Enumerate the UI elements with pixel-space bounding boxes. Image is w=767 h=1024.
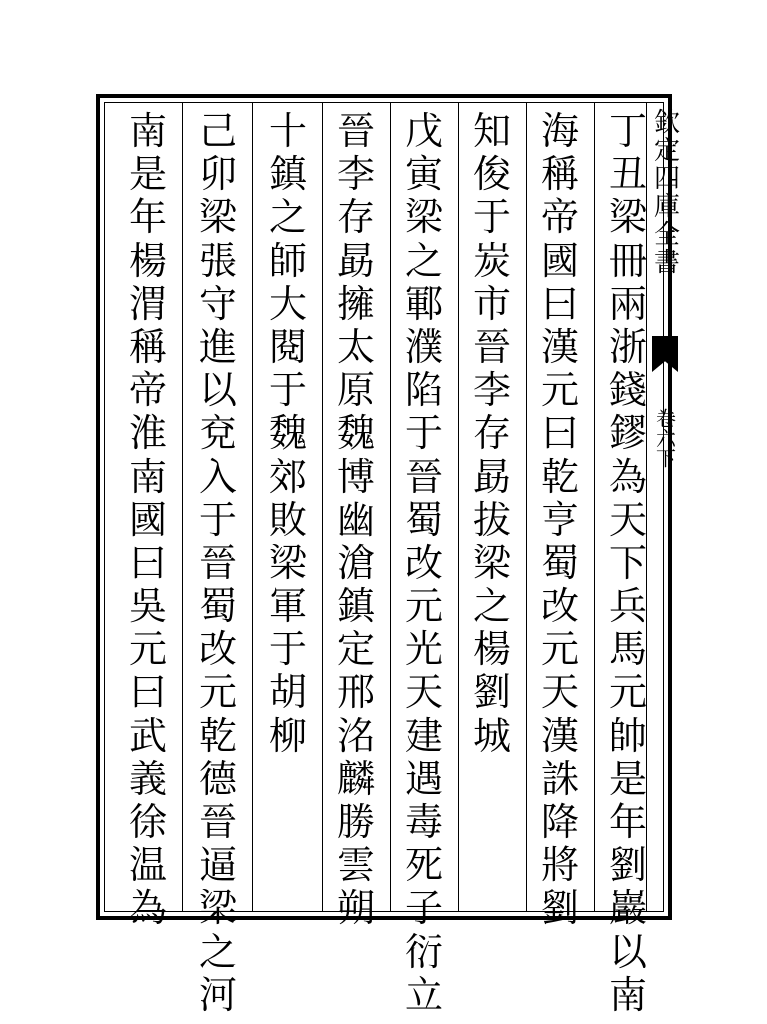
glyph: 之	[268, 195, 307, 240]
glyph: 蜀	[540, 540, 579, 585]
glyph: 李	[472, 368, 511, 413]
glyph: 衍	[404, 929, 443, 974]
glyph: 梁	[608, 195, 647, 240]
glyph: 兩	[608, 281, 647, 326]
text-column	[530, 110, 590, 931]
glyph: 改	[540, 584, 579, 629]
glyph: 楊	[472, 627, 511, 672]
glyph: 稱	[540, 152, 579, 197]
glyph: 于	[268, 368, 307, 413]
glyph: 巖	[608, 886, 647, 931]
glyph: 定	[336, 627, 375, 672]
glyph: 年	[128, 195, 167, 240]
glyph: 以	[608, 929, 647, 974]
glyph: 柳	[268, 713, 307, 758]
glyph: 濮	[404, 324, 443, 369]
glyph: 晉	[404, 454, 443, 499]
glyph: 博	[336, 454, 375, 499]
glyph: 改	[198, 627, 237, 672]
glyph: 鏐	[608, 411, 647, 456]
glyph: 陷	[404, 368, 443, 413]
glyph: 雲	[336, 843, 375, 888]
glyph: 拔	[472, 497, 511, 542]
glyph: 誅	[540, 756, 579, 801]
glyph: 帝	[540, 195, 579, 240]
glyph: 于	[198, 497, 237, 542]
glyph: 閱	[268, 324, 307, 369]
glyph: 大	[268, 281, 307, 326]
glyph: 梁	[198, 886, 237, 931]
glyph: 原	[336, 368, 375, 413]
glyph: 晉	[198, 800, 237, 844]
glyph: 梁	[472, 540, 511, 585]
glyph: 寅	[404, 152, 443, 197]
glyph: 洺	[336, 713, 375, 758]
glyph: 逼	[198, 843, 237, 888]
glyph: 于	[268, 627, 307, 672]
column-rule	[322, 102, 323, 912]
glyph: 南	[128, 109, 167, 153]
glyph: 勗	[472, 454, 511, 499]
glyph: 馬	[608, 627, 647, 672]
glyph: 降	[540, 800, 579, 844]
glyph: 兗	[198, 411, 237, 456]
glyph: 漢	[540, 713, 579, 758]
glyph: 俊	[472, 152, 511, 197]
glyph: 毒	[404, 800, 443, 844]
glyph: 幽	[336, 497, 375, 542]
glyph: 天	[540, 670, 579, 715]
glyph: 是	[128, 152, 167, 197]
glyph: 存	[336, 195, 375, 240]
glyph: 死	[404, 843, 443, 888]
glyph: 晉	[198, 540, 237, 585]
gutter-juan: 卷六下	[652, 408, 677, 468]
glyph: 以	[198, 368, 237, 413]
glyph: 卯	[198, 152, 237, 197]
glyph: 為	[608, 454, 647, 499]
glyph: 國	[128, 497, 167, 542]
glyph: 于	[404, 411, 443, 456]
glyph: 錢	[608, 368, 647, 413]
glyph: 敗	[268, 497, 307, 542]
glyph: 丑	[608, 152, 647, 197]
glyph: 下	[608, 540, 647, 585]
glyph: 立	[404, 972, 443, 1017]
glyph: 河	[198, 972, 237, 1017]
glyph: 郊	[268, 454, 307, 499]
glyph: 漢	[540, 324, 579, 369]
glyph: 軍	[268, 584, 307, 629]
glyph: 守	[198, 281, 237, 326]
glyph: 温	[128, 843, 167, 888]
glyph: 南	[128, 454, 167, 499]
glyph: 之	[198, 929, 237, 974]
glyph: 市	[472, 281, 511, 326]
glyph: 戊	[404, 109, 443, 153]
glyph: 之	[404, 238, 443, 283]
glyph: 元	[608, 670, 647, 715]
glyph: 為	[128, 886, 167, 931]
glyph: 胡	[268, 670, 307, 715]
glyph: 曰	[128, 670, 167, 715]
text-column	[462, 110, 522, 758]
glyph: 義	[128, 756, 167, 801]
glyph: 存	[472, 411, 511, 456]
glyph: 海	[540, 109, 579, 153]
glyph: 己	[198, 109, 237, 153]
glyph: 楊	[128, 238, 167, 283]
glyph: 南	[608, 972, 647, 1017]
glyph: 元	[198, 670, 237, 715]
glyph: 滄	[336, 540, 375, 585]
glyph: 十	[268, 109, 307, 153]
gutter-title: 欽定四庫全書	[649, 108, 680, 276]
glyph: 晉	[472, 324, 511, 369]
glyph: 元	[540, 368, 579, 413]
glyph: 師	[268, 238, 307, 283]
glyph: 乾	[198, 713, 237, 758]
glyph: 于	[472, 195, 511, 240]
glyph: 梁	[198, 195, 237, 240]
glyph: 之	[472, 584, 511, 629]
text-column	[118, 110, 178, 931]
column-rule	[594, 102, 595, 912]
glyph: 吳	[128, 584, 167, 629]
column-rule	[458, 102, 459, 912]
glyph: 武	[128, 713, 167, 758]
glyph: 鄆	[404, 281, 443, 326]
glyph: 改	[404, 540, 443, 585]
glyph: 是	[608, 756, 647, 801]
glyph: 建	[404, 713, 443, 758]
glyph: 國	[540, 238, 579, 283]
glyph: 朔	[336, 886, 375, 931]
glyph: 張	[198, 238, 237, 283]
glyph: 元	[404, 584, 443, 629]
glyph: 入	[198, 454, 237, 499]
glyph: 劉	[472, 670, 511, 715]
glyph: 擁	[336, 281, 375, 326]
glyph: 徐	[128, 800, 167, 844]
glyph: 淮	[128, 411, 167, 456]
glyph: 元	[540, 627, 579, 672]
glyph: 麟	[336, 756, 375, 801]
glyph: 晉	[336, 109, 375, 153]
glyph: 知	[472, 109, 511, 153]
glyph: 稱	[128, 324, 167, 369]
glyph: 蜀	[198, 584, 237, 629]
glyph: 魏	[268, 411, 307, 456]
glyph: 曰	[540, 411, 579, 456]
glyph: 將	[540, 843, 579, 888]
glyph: 曰	[540, 281, 579, 326]
glyph: 劉	[608, 843, 647, 888]
text-column	[598, 110, 658, 1017]
column-rule	[182, 102, 183, 912]
glyph: 天	[404, 670, 443, 715]
bottom-rule	[96, 916, 672, 918]
glyph: 亨	[540, 497, 579, 542]
glyph: 帥	[608, 713, 647, 758]
glyph: 太	[336, 324, 375, 369]
glyph: 城	[472, 713, 511, 758]
glyph: 元	[128, 627, 167, 672]
text-column	[326, 110, 386, 931]
text-column	[258, 110, 318, 758]
glyph: 兵	[608, 584, 647, 629]
column-rule	[526, 102, 527, 912]
glyph: 渭	[128, 281, 167, 326]
text-column	[188, 110, 248, 1017]
glyph: 邢	[336, 670, 375, 715]
glyph: 遇	[404, 756, 443, 801]
glyph: 蜀	[404, 497, 443, 542]
glyph: 進	[198, 324, 237, 369]
glyph: 丁	[608, 109, 647, 153]
glyph: 梁	[404, 195, 443, 240]
glyph: 光	[404, 627, 443, 672]
glyph: 梁	[268, 540, 307, 585]
glyph: 德	[198, 756, 237, 801]
glyph: 冊	[608, 238, 647, 283]
glyph: 勗	[336, 238, 375, 283]
glyph: 曰	[128, 540, 167, 585]
glyph: 浙	[608, 324, 647, 369]
glyph: 帝	[128, 368, 167, 413]
column-rule	[390, 102, 391, 912]
glyph: 子	[404, 886, 443, 931]
glyph: 鎮	[268, 152, 307, 197]
glyph: 鎮	[336, 584, 375, 629]
glyph: 劉	[540, 886, 579, 931]
text-column	[394, 110, 454, 1017]
glyph: 炭	[472, 238, 511, 283]
column-rule	[252, 102, 253, 912]
glyph: 魏	[336, 411, 375, 456]
glyph: 乾	[540, 454, 579, 499]
glyph: 年	[608, 800, 647, 844]
glyph: 天	[608, 497, 647, 542]
glyph: 勝	[336, 800, 375, 844]
glyph: 李	[336, 152, 375, 197]
